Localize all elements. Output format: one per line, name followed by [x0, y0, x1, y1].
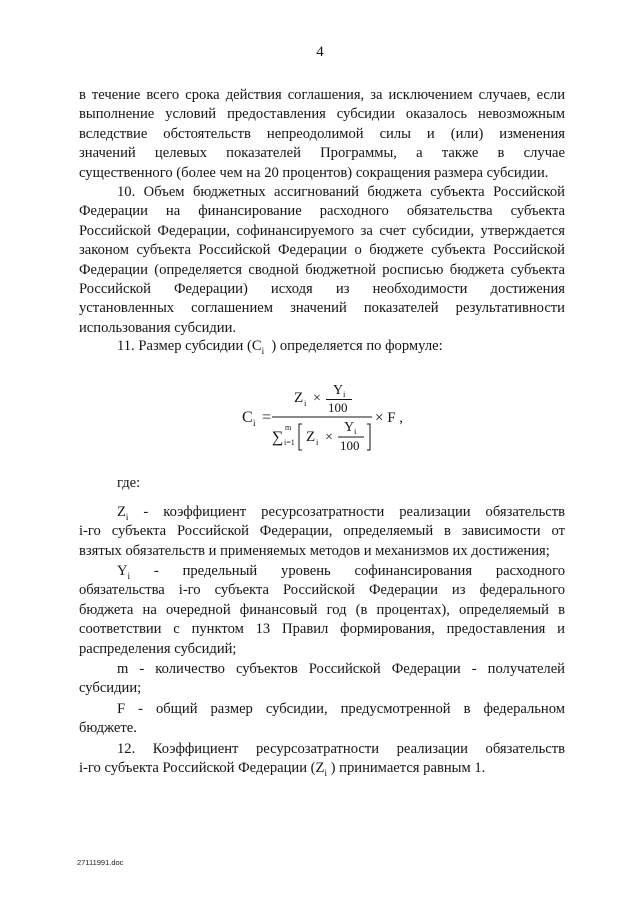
text-line: соответствии с пунктом 13 Правил формирования, предоставления и: [79, 621, 565, 638]
math-subscript: i: [261, 345, 265, 356]
definition-f: [79, 700, 565, 739]
page-number: 4: [316, 44, 324, 60]
math-subscript: i: [324, 768, 327, 779]
text-line: установленных соглашением значений показателей результативности: [79, 300, 565, 317]
text-line: Федерации (определяется сводной бюджетной росписью бюджета субъекта: [79, 261, 565, 278]
text-fragment: - предельный уровень софинансирования расходного: [153, 563, 565, 579]
formula-block: [0, 380, 640, 460]
text-line: бюджете.: [79, 720, 137, 737]
denominator-y-sub: i: [354, 426, 357, 436]
sum-upper-limit: m: [285, 423, 292, 432]
right-bracket: [367, 424, 370, 450]
text-fragment: - коэффициент ресурсозатратности реализации обязательств: [143, 504, 566, 520]
text-line: законом субъекта Российской Федерации о бюджете субъекта Российской: [79, 242, 565, 259]
text-fragment: i-го субъекта Российской Федерации (: [79, 760, 316, 777]
formula-svg: [0, 380, 640, 460]
math-symbol: Z: [117, 504, 126, 520]
formula-lhs-sub: i: [253, 418, 256, 428]
numerator-z-sub: i: [304, 398, 307, 408]
definition-y: [79, 562, 565, 659]
text-line: 10. Объем бюджетных ассигнований бюджета субъекта Российской: [117, 184, 565, 200]
paragraph-10: [79, 183, 565, 338]
sum-lower-limit: i=1: [284, 438, 295, 447]
text-line: Федерации на финансирование расходного обязательства субъекта: [79, 203, 565, 220]
denominator-hundred: 100: [340, 438, 360, 453]
text-line: Российской Федерации) исходя из необходимости достижения: [79, 280, 565, 297]
text-line: использования субсидии.: [79, 319, 237, 336]
numerator-y-sub: i: [343, 389, 346, 399]
math-symbol: Y: [117, 563, 128, 579]
numerator-z: Z: [294, 390, 304, 406]
text-line: [79, 562, 565, 581]
text-line: Российской Федерации, софинансируемого за счет субсидии, утверждается: [79, 222, 565, 239]
text-line: [79, 759, 565, 778]
text-line: выполнение условий предоставления субсидии оказалось невозможным: [79, 106, 565, 123]
text-line: значений целевых показателей Программы, а также в случае: [79, 145, 565, 162]
math-subscript: i: [125, 511, 129, 522]
text-line: [79, 503, 565, 522]
where-label-block: [79, 474, 565, 493]
numerator-times: ×: [313, 391, 321, 406]
footer-filename: 27111991.doc: [77, 858, 124, 867]
text-fragment: ) принимается равным 1.: [330, 760, 486, 777]
text-line: m - количество субъектов Российской Федерации - получателей: [117, 661, 565, 677]
text-line: 12. Коэффициент ресурсозатратности реализации обязательств: [117, 741, 565, 757]
paragraph-continuation: [79, 86, 565, 183]
denominator-times: ×: [325, 430, 333, 445]
text-line: F - общий размер субсидии, предусмотренной в федеральном: [117, 701, 565, 717]
denominator-y: Y: [344, 420, 355, 435]
paragraph-11: [79, 337, 565, 356]
text-line: субсидии;: [79, 680, 142, 697]
text-line: i-го субъекта Российской Федерации, определяемый в зависимости от: [79, 523, 565, 540]
definition-z: [79, 503, 565, 561]
where-label: где:: [117, 475, 141, 491]
numerator-hundred: 100: [328, 400, 348, 415]
math-subscript: i: [127, 570, 131, 581]
text-line: взятых обязательств и применяемых методов и механизмов их достижения;: [79, 542, 550, 559]
formula-lhs: C: [242, 409, 253, 426]
text-line: вследствие обстоятельств непреодолимой силы и (или) изменения: [79, 125, 565, 142]
denominator-z-sub: i: [316, 437, 319, 447]
paragraph-12: [79, 740, 565, 779]
text-line: в течение всего срока действия соглашения, за исключением случаев, если: [79, 87, 565, 103]
formula-times-f: × F ,: [375, 410, 404, 426]
text-fragment: ) определяется по формуле:: [271, 338, 443, 354]
text-line: бюджета на очередной финансовый год (в процентах), определяемый в: [79, 601, 565, 618]
formula-equals: =: [262, 409, 272, 426]
text-line: существенного (более чем на 20 процентов) сокращения размера субсидии.: [79, 164, 549, 181]
definition-m: [79, 660, 565, 699]
math-symbol: Z: [315, 760, 325, 777]
text-fragment: 11. Размер субсидии (: [117, 338, 252, 354]
text-line: [79, 337, 565, 356]
text-line: обязательства i-го субъекта Российской Федерации из федерального: [79, 582, 565, 599]
denominator-z: Z: [306, 429, 316, 445]
math-symbol: C: [251, 338, 262, 354]
numerator-y: Y: [333, 383, 344, 398]
text-line: распределения субсидий;: [79, 640, 237, 657]
sum-symbol: ∑: [272, 429, 284, 446]
left-bracket: [299, 424, 302, 450]
